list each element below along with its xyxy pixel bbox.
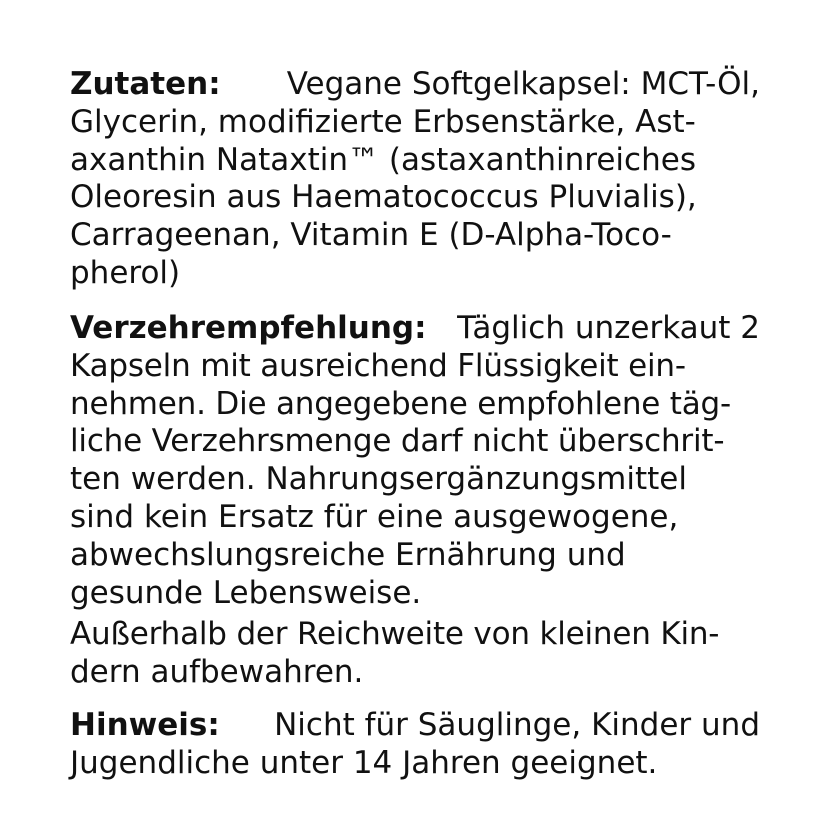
recommendation-line-1 (70, 310, 760, 348)
ingredients-section (70, 66, 760, 293)
storage-text-line: dern aufbewahren. (70, 653, 364, 690)
ingredients-text-line: Glycerin, modifizierte Erbsenstärke, Ast- (70, 103, 696, 140)
recommendation-text-line: abwechslungsreiche Ernährung und (70, 536, 626, 573)
storage-section (70, 616, 760, 692)
ingredients-text-line: Carrageenan, Vitamin E (D-Alpha-Toco- (70, 217, 672, 254)
note-line-1 (70, 707, 760, 745)
recommendation-text-line: Kapseln mit ausreichend Flüssigkeit ein- (70, 347, 686, 384)
note-label: Hinweis: (70, 707, 220, 743)
note-section (70, 707, 760, 783)
recommendation-text-line: nehmen. Die angegebene empfohlene täg- (70, 385, 732, 422)
ingredients-label: Zutaten: (70, 66, 221, 102)
recommendation-text-line: Täglich unzerkaut 2 (457, 310, 760, 346)
recommendation-text-line: sind kein Ersatz für eine ausgewogene, (70, 498, 679, 535)
recommendation-text-line: liche Verzehrsmenge darf nicht überschrit- (70, 423, 725, 460)
ingredients-text-line: Vegane Softgelkapsel: MCT-Öl, (286, 66, 760, 102)
ingredients-text-line: pherol) (70, 254, 181, 291)
ingredients-text-line: axanthin Nataxtin™ (astaxanthinreiches (70, 141, 696, 178)
recommendation-text-line: ten werden. Nahrungsergänzungsmittel (70, 461, 687, 498)
ingredients-line-1 (70, 66, 760, 104)
note-text-line: Jugendliche unter 14 Jahren geeignet. (70, 744, 658, 781)
recommendation-label: Verzehrempfehlung: (70, 310, 427, 346)
ingredients-text-line: Oleoresin aus Haematococcus Pluvialis), (70, 179, 697, 216)
recommendation-text-line: gesunde Lebensweise. (70, 574, 422, 611)
note-text-line: Nicht für Säuglinge, Kinder und (274, 707, 760, 743)
recommendation-section (70, 310, 760, 612)
storage-text-line: Außerhalb der Reichweite von kleinen Kin- (70, 616, 720, 652)
